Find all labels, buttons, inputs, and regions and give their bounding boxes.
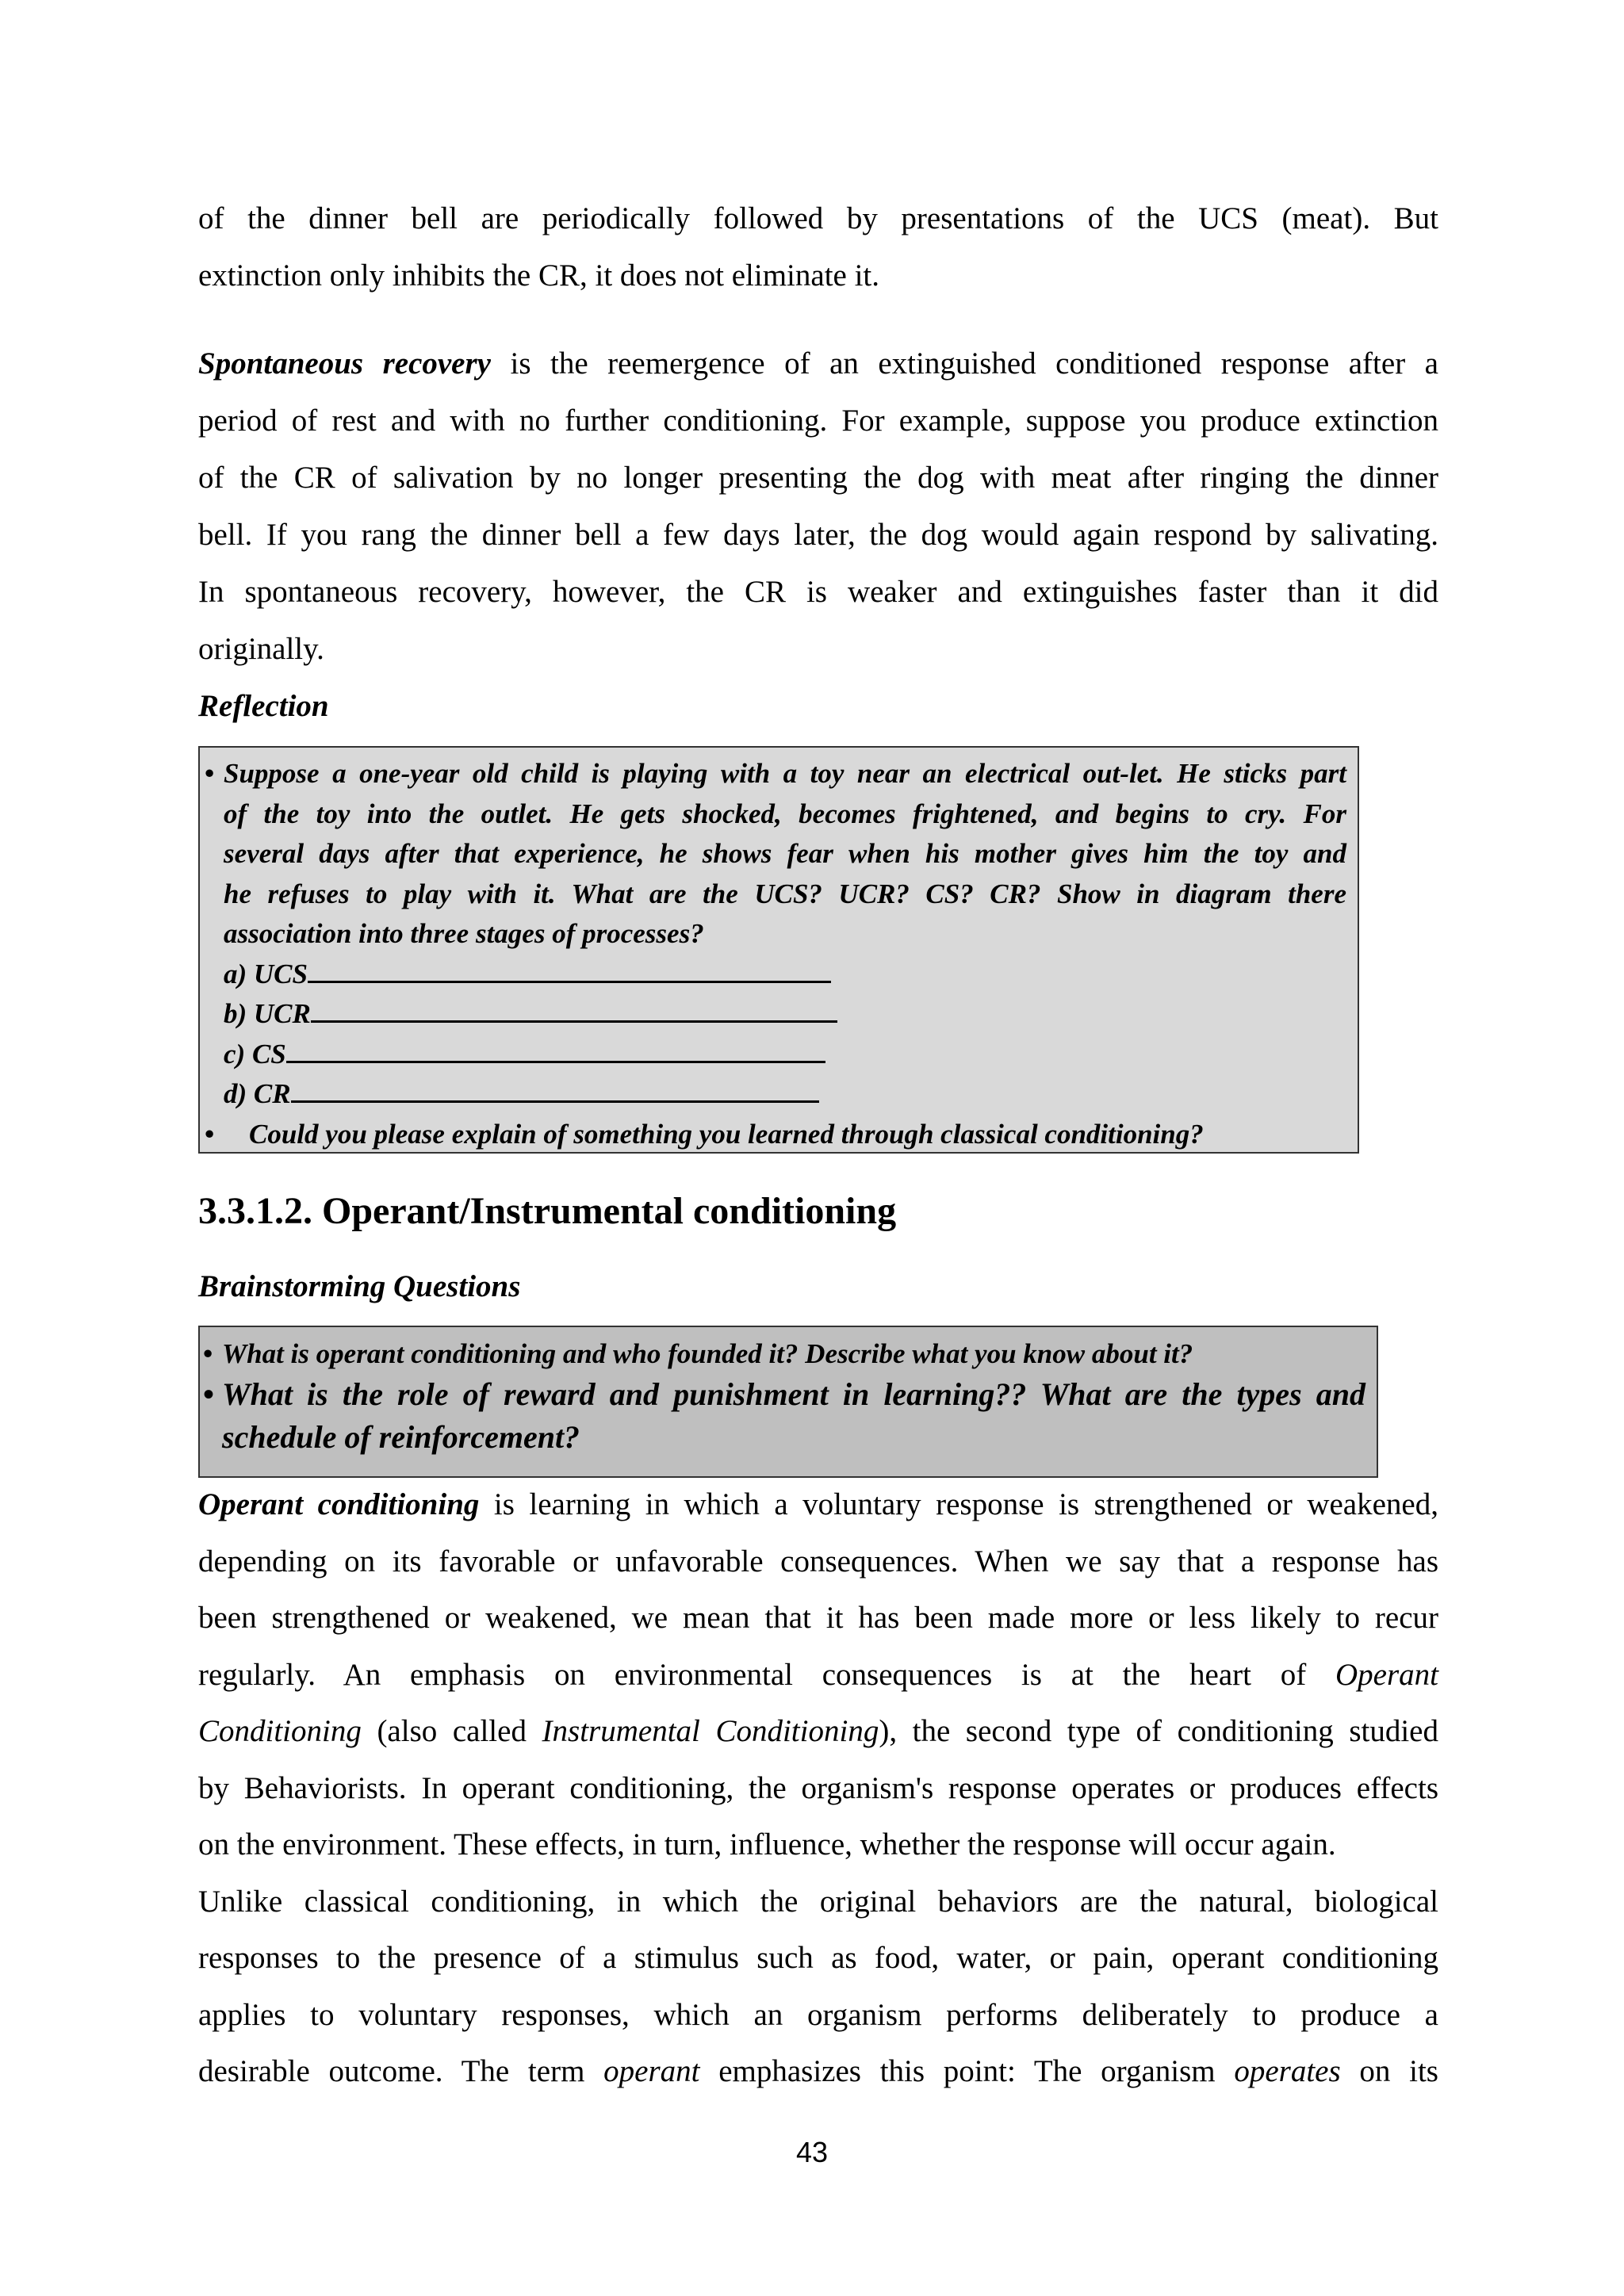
spontaneous-recovery-paragraph: [198, 335, 1438, 678]
answer-blank[interactable]: [311, 995, 837, 1023]
text-line: Spontaneous recovery is the reemergence of an extinguished conditioned response after a: [198, 346, 1438, 381]
text-line: he refuses to play with it. What are the UCS? UCR? CS? CR? Show in diagram there: [224, 878, 1346, 909]
text-line: schedule of reinforcement?: [222, 1419, 580, 1455]
text-line: of the CR of salivation by no longer presenting the dog with meat after ringing the dinner: [198, 461, 1438, 495]
answer-cs: c) CS: [200, 1035, 1346, 1075]
answer-blank[interactable]: [291, 1075, 819, 1103]
text-line: In spontaneous recovery, however, the CR is weaker and extinguishes faster than it did: [198, 575, 1438, 609]
bullet-icon: •: [203, 1376, 215, 1412]
section-title: 3.3.1.2. Operant/Instrumental conditioning: [198, 1190, 897, 1232]
text-line: regularly. An emphasis on environmental consequences is at the heart of Operant: [198, 1657, 1438, 1692]
brainstorming-question-1: • What is operant conditioning and who founded it? Describe what you know about it?: [200, 1335, 1365, 1373]
brainstorming-question-2: [200, 1373, 1365, 1459]
operant-conditioning-paragraph: [198, 1476, 1438, 2100]
text-line: by Behaviorists. In operant conditioning, the organism's response operates or produces effects: [198, 1770, 1438, 1805]
term-operant-conditioning: Operant conditioning: [198, 1487, 480, 1521]
term-spontaneous-recovery: Spontaneous recovery: [198, 346, 491, 381]
text-line: on the environment. These effects, in turn, influence, whether the response will occur again.: [198, 1827, 1336, 1862]
intro-paragraph: [198, 190, 1438, 304]
text-line: extinction only inhibits the CR, it does not eliminate it.: [198, 258, 880, 293]
brainstorming-heading: Brainstorming Questions: [198, 1269, 521, 1303]
text-line: responses to the presence of a stimulus such as food, water, or pain, operant conditioning: [198, 1941, 1438, 1975]
text-line: period of rest and with no further conditioning. For example, suppose you produce extinction: [198, 404, 1438, 438]
text-line: originally.: [198, 632, 324, 666]
text-line: applies to voluntary responses, which an organism performs deliberately to produce a: [198, 1997, 1438, 2032]
text-line: association into three stages of processes?: [224, 918, 704, 949]
answer-blank[interactable]: [308, 955, 831, 983]
reflection-question-1: [200, 754, 1346, 955]
answer-ucr: b) UCR: [200, 994, 1346, 1035]
text-line: desirable outcome. The term operant emphasizes this point: The organism operates on its: [198, 2054, 1438, 2088]
bullet-icon: •: [203, 1338, 213, 1369]
text-line: Operant conditioning is learning in which a voluntary response is strengthened or weakened,: [198, 1487, 1438, 1521]
reflection-box: [198, 746, 1359, 1154]
reflection-question-2: • Could you please explain of something you learned through classical conditioning?: [200, 1115, 1346, 1154]
answer-ucs: a) UCS: [200, 955, 1346, 995]
text-line: been strengthened or weakened, we mean that it has been made more or less likely to recur: [198, 1601, 1438, 1635]
text-line: Conditioning (also called Instrumental Conditioning), the second type of conditioning studied: [198, 1714, 1438, 1748]
page-number: 43: [795, 2136, 829, 2168]
text-line: Suppose a one-year old child is playing with a toy near an electrical out-let. He sticks part: [224, 758, 1346, 789]
answer-blank[interactable]: [286, 1035, 825, 1063]
brainstorming-box: [198, 1326, 1378, 1478]
text-line: depending on its favorable or unfavorable consequences. When we say that a response has: [198, 1544, 1438, 1578]
text-line: several days after that experience, he shows fear when his mother gives him the toy and: [224, 838, 1346, 869]
text-line: What is the role of reward and punishment in learning?? What are the types and: [222, 1376, 1365, 1412]
reflection-heading: Reflection: [198, 689, 329, 723]
bullet-icon: •: [205, 1118, 215, 1150]
text-line: of the toy into the outlet. He gets shocked, becomes frightened, and begins to cry. For: [224, 798, 1346, 829]
text-line: Unlike classical conditioning, in which the original behaviors are the natural, biological: [198, 1884, 1438, 1919]
bullet-icon: •: [205, 758, 215, 789]
text-line: bell. If you rang the dinner bell a few days later, the dog would again respond by salivating.: [198, 518, 1438, 552]
text-line: of the dinner bell are periodically followed by presentations of the UCS (meat). But: [198, 201, 1438, 235]
answer-cr: d) CR: [200, 1074, 1346, 1115]
